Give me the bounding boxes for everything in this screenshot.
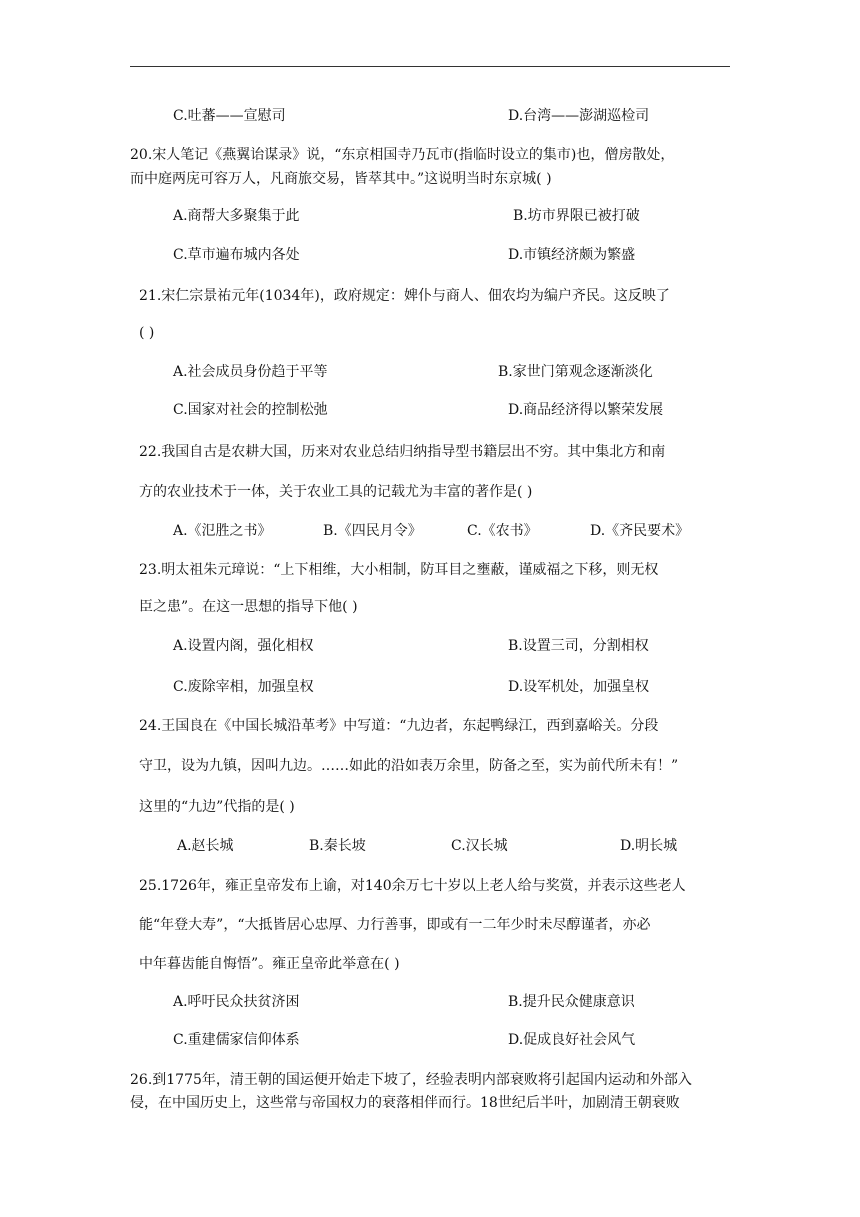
q24-option-b: B.秦长坡	[309, 838, 366, 854]
q19-option-c: C.吐蕃——宣慰司	[173, 108, 286, 124]
q23-option-a: A.设置内阁，强化相权	[173, 638, 314, 654]
q23-option-b: B.设置三司，分割相权	[508, 638, 649, 654]
header-rule	[130, 66, 730, 67]
q26-stem-line1: 26.到1775年，清王朝的国运便开始走下坡了，经验表明内部衰败将引起国内运动和外部入	[130, 1072, 692, 1088]
q20-option-a: A.商帮大多聚集于此	[173, 208, 300, 224]
q20-option-b: B.坊市界限已被打破	[513, 208, 640, 224]
q24-stem-line2: 守卫，设为九镇，因叫九边。……如此的沿如表万余里，防备之至，实为前代所未有！”	[139, 758, 679, 774]
q24-stem-line1: 24.王国良在《中国长城沿革考》中写道：“九边者，东起鸭绿江，西到嘉峪关。分段	[139, 718, 659, 734]
q25-stem-line3: 中年暮齿能自悔悟”。雍正皇帝此举意在( )	[139, 956, 400, 972]
q23-option-d: D.设军机处，加强皇权	[508, 679, 650, 695]
q25-option-c: C.重建儒家信仰体系	[173, 1032, 300, 1048]
q25-stem-line2: 能“年登大寿”，“大抵皆居心忠厚、力行善事，即或有一二年少时未尽醇谨者，亦必	[139, 917, 651, 933]
q19-option-d: D.台湾——澎湖巡检司	[508, 108, 650, 124]
q21-option-a: A.社会成员身份趋于平等	[173, 364, 328, 380]
q22-option-b: B.《四民月令》	[323, 523, 422, 539]
q25-option-a: A.呼吁民众扶贫济困	[173, 994, 300, 1010]
q21-stem-line2: ( )	[139, 325, 155, 341]
q24-stem-line3: 这里的“九边”代指的是( )	[139, 799, 295, 815]
q24-option-d: D.明长城	[620, 838, 678, 854]
q21-stem-line1: 21.宋仁宗景祐元年(1034年)，政府规定：婢仆与商人、佃农均为编户齐民。这反映了	[139, 288, 670, 304]
q23-stem-line1: 23.明太祖朱元璋说：“上下相维，大小相制，防耳目之壅蔽，谨威福之下移，则无权	[139, 562, 659, 578]
q25-option-b: B.提升民众健康意识	[508, 994, 635, 1010]
q23-option-c: C.废除宰相，加强皇权	[173, 679, 314, 695]
q24-option-a: A.赵长城	[177, 838, 234, 854]
q20-stem-line2: 而中庭两庑可容万人，凡商旅交易，皆萃其中。”这说明当时东京城( )	[130, 171, 552, 187]
q25-stem-line1: 25.1726年，雍正皇帝发布上谕，对140余万七十岁以上老人给与奖赏，并表示这些老人	[139, 878, 686, 894]
q22-option-a: A.《氾胜之书》	[173, 523, 272, 539]
q23-stem-line2: 臣之患”。在这一思想的指导下他( )	[139, 599, 358, 615]
q22-option-c: C.《农书》	[467, 523, 538, 539]
q20-option-c: C.草市遍布城内各处	[173, 247, 300, 263]
q20-option-d: D.市镇经济颇为繁盛	[508, 247, 636, 263]
q20-stem-line1: 20.宋人笔记《燕翼诒谋录》说，“东京相国寺乃瓦市(指临时设立的集市)也，僧房散处，	[130, 147, 675, 163]
q22-stem-line1: 22.我国自古是农耕大国，历来对农业总结归纳指导型书籍层出不穷。其中集北方和南	[139, 444, 666, 460]
q21-option-d: D.商品经济得以繁荣发展	[508, 402, 664, 418]
q22-stem-line2: 方的农业技术于一体，关于农业工具的记载尤为丰富的著作是( )	[139, 484, 533, 500]
q25-option-d: D.促成良好社会风气	[508, 1032, 636, 1048]
q26-stem-line2: 侵，在中国历史上，这些常与帝国权力的衰落相伴而行。18世纪后半叶，加剧清王朝衰败	[130, 1095, 680, 1111]
q21-option-b: B.家世门第观念逐渐淡化	[498, 364, 653, 380]
q24-option-c: C.汉长城	[451, 838, 508, 854]
q22-option-d: D.《齐民要术》	[590, 523, 690, 539]
q21-option-c: C.国家对社会的控制松弛	[173, 402, 328, 418]
